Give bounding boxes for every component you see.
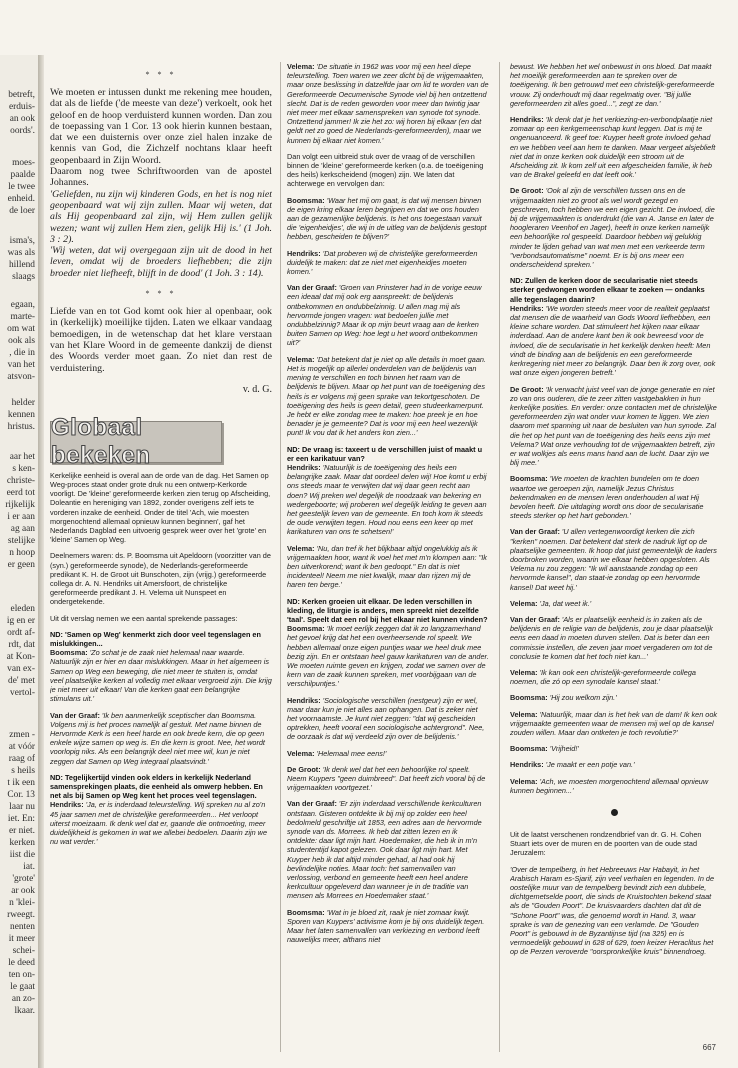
article-paragraph: We moeten er intussen dunkt me rekening mee houden, dat als de liefde ('de meeste van deze') verkoelt, ook het geloof en de hoop verduisterd kunnen worden. Dan zou de toepassing van 1 Cor. 13 ook hierin kunnen bestaan, dat we een duisternis over onze ziel halen inzake de kennis van God, die Zichzelf nochtans klaar heeft geopenbaard in Zijn Woord. [50, 87, 272, 166]
previous-page-text-line: ten on- [8, 970, 35, 980]
previous-page-text-line: 'grote' [12, 874, 35, 884]
answer-text: 'Als er plaatselijk eenheid is in zaken als de belijdenis en de religie van de belijdenis, zou je daar plaatselijk eens een daad in moeten durven stellen. Dat is beter dan een commissie instellen, die zeven jaar moet vergaderen om tot de conclusie te komen dat het toch niet kan...' [510, 614, 713, 661]
answer-text: 'Ik verwacht juist veel van de jonge generatie en niet zo van ons ouderen, die te zeer zitten vastgebakken in hun kerkelijke posities. En verder: onze contacten met de christelijke gereformeerden zijn wat onder vuur komen te liggen. We zien daarom met spanning uit naar de besluiten van hun synode. Zal die het op het punt van de toeëigening des heils eens zijn met Velema? Wat onze verhouding tot de vrijgemaakten betreft, zijn er wat wolkjes als eens mans hand aan de lucht. Daar zijn we blij mee.' [510, 384, 717, 468]
previous-page-text-line: s ken- [12, 464, 35, 474]
previous-page-text-line: ordt af- [7, 628, 35, 638]
answer-text: 'Nu, dan tref ik het blijkbaar altijd ongelukkig als ik vrijgemaakten hoor, want ik voel het met m'n klompen aan: "Ik ben uitverkorend; want ik ben gedoopt." En dat is niet incidenteel! Neem me niet kwalijk, maar dan rijzen mij de haren ten berge.' [287, 543, 487, 590]
previous-page-text-line: hristus. [7, 422, 35, 432]
answer-text: 'Ik denk dat je het verkiezing-en-verbondplaatje niet zomaar op een kerkgemeenschap kunt leggen. Dat is mij te ongenuanceerd. Ik geef toe: Kuyper heeft grote invloed gehad en we hebben veel aan hem te danken. Maar vergeet alsjeblieft niet dat in onze kerken ook duidelijk een stroom uit de Afscheiding zit. Ik kom zelf uit een afgescheiden familie, ik heb van de Brakel geleefd en dat leeft ook.' [510, 115, 716, 180]
speaker-label: De Groot: [510, 384, 544, 394]
interview-answer [510, 710, 718, 738]
speaker-label: Hendriks: [510, 303, 544, 313]
previous-page-text-line: nenten [10, 922, 35, 932]
author-signature: v. d. G. [242, 383, 272, 395]
previous-page-text-line: was als [7, 248, 35, 258]
interview-answer [287, 249, 489, 277]
interview-answer [510, 527, 718, 591]
interview-answer [287, 696, 489, 742]
speaker-label: Hendriks: [287, 695, 321, 705]
previous-page-text-line: le deed [8, 958, 35, 968]
interview-question: ND: Tegelijkertijd vinden ook elders in kerkelijk Nederland samensprekingen plaats, die eenheid als omwerp hebben. En net als bij Samen op Weg kent het proces veel tegenslagen. [50, 772, 263, 801]
interview-answer [287, 62, 489, 145]
previous-page-text-line: eerd tot [6, 488, 35, 498]
speaker-label: Velema: [510, 598, 538, 608]
previous-page-text-line: le gaat [10, 982, 35, 992]
previous-page-text-line: van ex- [7, 664, 35, 674]
interview-answer [287, 799, 489, 900]
column-1 [50, 60, 272, 853]
answer-text: 'Ik moet eerlijk zeggen dat ik zo langzamerhand het gevoel krijg dat het een overheersende rol speelt. We hebben allemaal onze eigen puntjes waar we heel druk mee bezig zijn. En er ontstaan heel gauw karikaturen van de ander. We moeten ruimte geven en krijgen, zodat we samen over de kern van de zaak kunnen spreken, met voorbijgaan van de verschilpuntjes.' [287, 624, 489, 689]
answer-text: 'De situatie in 1962 was voor mij een heel diepe teleurstelling. Toen waren we zeer dicht bij de vrijgemaakten, maar onze beslissing in datzelfde jaar om lid te worden van de Gereformeerde Oecumenische Synode viel bij hen ontzettend slecht. Dat is de reden geworden voor meer dan twintig jaar niet meer met elkaar samenspreken van synode tot synode. Ontzettend jammer! Ik zie het zo: wij horen bij elkaar (en dat geldt net zo goed de Nederlands-gereformeerden), maar we kunnen bij elkaar niet komen.' [287, 62, 489, 145]
previous-page-text-line: kerken [9, 838, 35, 848]
letter-intro: Uit de laatst verschenen rondzendbrief van dr. G. H. Cohen Stuart iets over de muren en de poorten van de oude stad Jeruzalem: [510, 830, 702, 858]
letter-quote: 'Over de tempelberg, in het Hebreeuws Har Habayit, in het Arabisch Haram es-Sjarif, zijn veel verhalen en legenden. In de oostelijke muur van de tempelberg bevindt zich een dubbele, dichtgemetselde poort, die sinds de Kruistochten bekend staat als de "Gouden Poort". De kruisvaarders dachten dat dit de "Schone Poort" was, die genoemd wordt in Hand. 3, waar sprake is van de genezing van een verlamde. De "Gouden Poort" is gebouwd in de Byzantijnse tijd (na 325) en is vermoedelijk gebouwd in 628 of 629, toen keizer Heraclitus het op de Perzen veroverde "oorspronkelijke kruis" binnendroeg. [510, 864, 715, 957]
speaker-label: Van der Graaf: [50, 710, 100, 720]
answer-text: 'Natuurlijk is de toeëigening des heils een belangrijke zaak. Maar dat oordeel delen wij! Hoe komt u erbij ons steeds maar te verwijten dat wij daar geen recht aan doen? Wij preken wel degelijk de noodzaak van bekering en wedergeboorte; wij proberen wel degelijk leiding te geven aan het geestelijk leven van de gemeente. En toch kom ik steeds de oude verwijten tegen. Houd nou eens een keer op met karikaturen van ons te schetsen!' [287, 462, 487, 537]
answer-text: 'Dat betekent dat je niet op alle details in moet gaan. Het is mogelijk op allerlei onderdelen van de belijdenis van mening te verschillen en toch binnen het raam van de belijdenis te blijven. Maar op het punt van de toeëigening des heils is er volgens mij geen sprake van tekortgeschoten. De toeëigening des heils is geen detail, geen studeerkamerpunt. Je hebt er elke zondag mee te maken: hoe preek je en hoe benader je je gemeente? Dat is voor mij een heel wezenlijk punt! Ik vou dat ik het anders kon zien...' [287, 354, 486, 438]
previous-page-text-line: i er aan [7, 512, 35, 522]
previous-page-text-line: de' met [8, 676, 35, 686]
section-title: Globaal bekeken [51, 413, 151, 469]
speaker-label: Hendriks: [510, 115, 544, 125]
previous-page-text-line: slaags [12, 272, 35, 282]
previous-page-text-line: raag of [8, 754, 35, 764]
interview-answer [510, 693, 718, 702]
previous-page-text-line: egaan, [10, 300, 35, 310]
answer-text: 'Ook al zijn de verschillen tussen ons en de vrijgemaakten niet zo groot als wel wordt gezegd en geschreven, toch hebben we een eigen gezicht. De invloed, die bij de vrijgemaakten is onderdrukt (die van A. Janse en later de hoogleraren Veenhof en Jager), heeft in onze kerken namelijk een behoorlijke rol gespeeld. Daardoor hebben wij gelukkig minder te lijden gehad van wat men met een verkeerde term "verbondsautomatisme" noemt. Er is bij ons meer een onderscheidend spreken.' [510, 186, 715, 270]
answer-text: 'Wat in je bloed zit, raak je niet zomaar kwijt. Sporen van Kuypers' activisme kom je bij ons duidelijk tegen. Maar het laten samenvallen van verkiezing en verbond leeft nauwelijks meer, althans niet [287, 907, 485, 945]
speaker-label: Van der Graaf: [287, 799, 337, 809]
participants-paragraph: Deelnemers waren: ds. P. Boomsma uit Apeldoorn (voorzitter van de (syn.) gereformeerde synode), de Nederlands-gereformeerde predikant K. H. de Groot uit Bunschoten, zijn (vrijg.) gereformeerde collega dr. A. N. Hendriks uit Amersfoort, de christelijke gereformeerde predikant J. H. Velema uit Nunspeet en ondergetekende. [50, 551, 271, 607]
answer-text: 'Hij zou welkom zijn.' [549, 693, 617, 703]
answer-text: 'We worden steeds meer voor de realiteit geplaatst dat mensen die de waarheid van Gods Woord liefhebben, een kleine schare worden. Dat stimuleert het kijken naar elkaar inderdaad. Aan de andere kant ben ik ook bevreesd voor de invloed, die de secularisatie in het kerkelijk denken heeft: Men vindt de binding aan de belijdenis en een gereformeerde kerkregering niet meer zo belangrijk. Daar ben ik zorg over, ook wat onze eigen jongeren betreft.' [510, 303, 716, 378]
interview-answer [510, 115, 718, 179]
interview-question: ND: Kerken groeien uit elkaar. De leden verschillen in kleding, de liturgie is anders, men spreekt niet dezelfde 'taal'. Speelt dat een rol bij het elkaar niet kunnen vinden? [287, 596, 488, 624]
previous-page-text-line: eleden [10, 604, 35, 614]
previous-page-text-line: rdt, dat [8, 640, 35, 650]
answer-text: 'Groen van Prinsterer had in de vorige eeuw een ideaal dat mij ook erg aanspreekt: de belijdenis ontbekommen en ondubbelzinnig. U allen mag mij als hervormde jongen vragen: wat bedoelen jullie met ondubbelzinnig? Maar ik op mijn beurt vraag aan de kerken buiten Samen op Weg: hoe legt u het woord ontbekommen uit?' [287, 283, 482, 348]
speaker-label: Van der Graaf: [510, 614, 560, 624]
speaker-label: Boomsma: [510, 744, 548, 754]
answer-text: 'Ik denk wel dat het een behoorlijke rol speelt. Neem Kuypers "geen duimbreed". Dat heeft zich vooral bij de vrijgemaakten voortgezet.' [287, 764, 486, 793]
interview-answer [287, 544, 489, 590]
section-title-box [50, 413, 222, 469]
previous-page-text-line: iat. [23, 862, 35, 872]
speaker-label: Boomsma: [510, 474, 548, 484]
previous-page-text-line: at vóór [8, 742, 35, 752]
interview-question: ND: Zullen de kerken door de secularisatie niet steeds sterker gedwongen worden elkaar te zoeken — ondanks alle tegenslagen daarin? [510, 276, 705, 304]
previous-page-text-line: ar ook [11, 886, 35, 896]
previous-page-text-line: iist die [9, 850, 35, 860]
interview-answer [510, 474, 718, 520]
section-divider: * * * [145, 289, 177, 299]
previous-page-text-line: s heils [11, 766, 35, 776]
answer-text: 'Ik kan ook een christelijk-gereformeerde collega noemen, die zó op een synodale kansel staat.' [510, 667, 696, 687]
interview-answer [510, 777, 718, 795]
previous-page-text-line: rweegt. [7, 910, 35, 920]
previous-page-text-line: atsvon- [7, 372, 35, 382]
interview-answer [50, 711, 272, 766]
previous-page-text-line: t ik een [7, 778, 35, 788]
interview-answer [510, 599, 718, 608]
editor-note: Dan volgt een uitbreid stuk over de vraag of de verschillen binnen de 'kleine' gereformeerde kerken (o.a. de toeëigening des heils) kerkscheidend (mogen) zijn. We laten dat achterwege en vervolgen dan: [287, 151, 484, 189]
previous-page-text-line: christe- [6, 476, 35, 486]
previous-page-text-line: an ook [9, 114, 35, 124]
previous-page-text-line: zmen - [9, 730, 35, 740]
article-paragraph: Liefde van en tot God komt ook hier al openbaar, ook in (kerkelijk) moeilijke tijden. Laten we elkaar vandaag bemoedigen, in de wetenschap dat het klare verstaan van het Klare Woord in de gemeente dankzij de dienst des Woords verder moet gaan. Zo niet dan rest de verduistering. [50, 306, 272, 374]
previous-page-text-line: kennen [7, 410, 35, 420]
interview-answer [287, 463, 489, 537]
column-rule [280, 62, 281, 1052]
previous-page-text-line: isma's, [9, 236, 35, 246]
previous-page-text-line: rijkelijk [5, 500, 35, 510]
speaker-label: Boomsma: [50, 648, 88, 658]
interview-answer [510, 304, 718, 378]
speaker-label: Hendriks: [510, 760, 544, 770]
speaker-label: Boomsma: [287, 195, 325, 205]
answer-text: 'Ach, we moesten morgenochtend allemaal opnieuw kunnen beginnen...' [510, 776, 709, 795]
answer-text: 'Dat proberen wij de christelijke gereformeerden duidelijk te maken: dat ze niet met eigenheidjes moeten komen.' [287, 248, 478, 277]
speaker-label: Velema: [287, 543, 315, 553]
previous-page-text-line: iet. En: [7, 814, 35, 824]
intro-paragraph: Kerkelijke eenheid is overal aan de orde van de dag. Het Samen op Weg-proces staat onder grote druk nu een ontwerp-Kerkorde voorligt. De 'kleine' gereformeerde kerken zien terug op Afscheiding, Doleantie en hereniging van 1892, zonder overigens zelf iets te vorderen inzake de eenheid. Onder de titel 'Ach, wie moesten morgenochtend allemaal opnieuw kunnen beginnen', gaf het Nederlands Dagblad een uitvoerig gesprek weer over het 'grote' en 'kleine' Samen op Weg. [50, 470, 271, 545]
previous-page-text-line: at Kon- [6, 652, 35, 662]
previous-page-text-line: aar het [9, 452, 35, 462]
speaker-label: Boomsma: [510, 693, 548, 703]
previous-page-text-line: it meer [8, 934, 35, 944]
answer-text: 'Je maakt er een potje van.' [545, 760, 635, 770]
answer-text: 'Ja, dat weet ik.' [539, 598, 592, 608]
speaker-label: Velema: [287, 354, 315, 364]
bible-quote: 'Geliefden, nu zijn wij kinderen Gods, en het is nog niet geopenbaard wat wij zijn zullen. Maar wij weten, dat als Hij geopenbaard zal zijn, wij Hem zullen gelijk wezen; want wij zullen Hem zien, gelijk Hij is.' (1 Joh. 3 : 2). [50, 188, 272, 245]
interview-answer [287, 355, 489, 438]
answer-text: 'Ik ben aanmerkelijk sceptischer dan Boomsma. Volgens mij is het proces namelijk al gestuit. Met name binnen de Hervormde Kerk is een heel harde en ook brede kern, die op geen enkele wijze samen op weg is. En die kern is groot. Nee, het wordt voorlopig niks. Als een belangrijk deel niet mee wil, kun je niet zeggen dat Samen op Weg integraal plaatsvindt.' [50, 710, 265, 766]
speaker-label: Van der Graaf: [510, 527, 560, 537]
previous-page-text-line: er niet. [8, 826, 35, 836]
previous-page-text-line: de loer [9, 206, 35, 216]
previous-page-text-line: Cor. 13 [7, 790, 35, 800]
answer-text: 'Vrijheid!' [549, 744, 579, 754]
answer-text: 'Helemaal mee eens!' [316, 748, 387, 758]
speaker-label: Hendriks: [50, 800, 84, 810]
speaker-label: Boomsma: [287, 624, 325, 634]
interview-answer [50, 648, 272, 703]
section-divider: * * * [145, 70, 177, 79]
previous-page-text-line: schei- [12, 946, 35, 956]
interview-answer [510, 744, 718, 753]
previous-page-text-line: er geen [7, 560, 35, 570]
interview-answer [510, 668, 718, 686]
previous-page-text-line: marte- [10, 312, 35, 322]
previous-page-text-line: paalde [10, 170, 35, 180]
previous-page-text-line: erduis- [8, 102, 35, 112]
speaker-label: Hendriks: [287, 248, 321, 258]
answer-text: 'Sociologische verschillen (nestgeur) zijn er wel, maar daar kun je niet alles aan ophangen. Dat is zeker niet het voornaamste. Je kunt niet zeggen: "dat wij gescheiden optrekken, heeft vooral een sociologische achtergrond". Nee, de oorzaak is dat wij verdeeld zijn over de belijdenis.' [287, 695, 485, 742]
interview-answer [287, 624, 489, 688]
previous-page-text-line: oords'. [10, 126, 35, 136]
speaker-label: Velema: [510, 776, 538, 786]
interview-answer [287, 765, 489, 793]
previous-page-text-line: van het [7, 360, 35, 370]
column-3 [510, 62, 718, 1052]
speaker-label: Velema: [287, 62, 315, 71]
speaker-label: Velema: [287, 748, 315, 758]
answer-text: 'Waar het mij om gaat, is dat wij mensen binnen de eigen kring elkaar leren begrijpen en dat we ons houden aan de gezamenlijke belijdenis. Is het ons toegestaan vanuit die 'eigenheidjes', die wij in de uitleg van de belijdenis gestopt hebben, gescheiden te blijven?' [287, 195, 487, 242]
interview-question: ND: 'Samen op Weg' kenmerkt zich door veel tegenslagen en mislukkingen... [50, 629, 261, 649]
previous-page-text-line: om wat [7, 324, 35, 334]
page-number: 667 [702, 1043, 716, 1052]
article-paragraph: Daarom nog twee Schriftwoorden van de apostel Johannes. [50, 166, 272, 189]
previous-page-text-line: lkaar. [14, 1006, 35, 1016]
answer-text: 'U allen vertegenwoordigt kerken die zich "kerken" noemen. Dat betekent dat sterk de nadruk ligt op de plaatselijke gemeenten. Ik hoop dat juist gemeentelijk de kaders doorbroken worden, waarin we elkaar hebben opgesloten. Als Velema nu zou zeggen: "Ik wil aanstaande zondag op een hervormde kansel", dan staat-ie zondag op een hervormde kansel! Dat weet hij.' [510, 527, 717, 592]
previous-page-text-line: enheid. [7, 194, 35, 204]
interview-question: ND: De vraag is: taxeert u de verschillen juist of maakt u er een karikatuur van? [287, 444, 483, 463]
previous-page-text-line: hillend [8, 260, 35, 270]
previous-page-text-line: ag aan [10, 524, 35, 534]
previous-page-text-line: n hoop [9, 548, 35, 558]
interview-answer [287, 749, 489, 758]
speaker-label: De Groot: [510, 186, 544, 196]
interview-answer [287, 196, 489, 242]
previous-page-edge [0, 55, 38, 1068]
previous-page-text-line: stelijke [7, 536, 35, 546]
speaker-label: Velema: [510, 667, 538, 677]
speaker-label: De Groot: [287, 764, 321, 774]
previous-page-text-line: helder [11, 398, 35, 408]
previous-page-text-line: betreft, [8, 90, 35, 100]
column-2 [287, 62, 489, 1052]
previous-page-text-line: , die in [9, 348, 35, 358]
interview-answer-continued: bewust. We hebben het wel onbewust in ons bloed. Dat maakt het moeilijk gereformeerden aan te spreken over de toeëigening. Ik ben getrouwd met een christelijk-gereformeerde vrouw. Zij onderhoudt mij daar regelmatig over. "Bij jullie gereformeerden zit alles goed...", zegt ze dan.' [510, 62, 715, 108]
interview-answer [287, 908, 489, 945]
speaker-label: Hendriks: [287, 462, 321, 472]
answer-text: 'Ja, er is inderdaad teleurstelling. Wij spreken nu al zo'n 45 jaar samen met de christelijke gereformeerden... Het verloopt uiterst moeizaam. Ik denk wel dat er, gaande die ontmoeting, meer duidelijkheid is gekomen in wat we allebei bedoelen. Daarin zijn we nu wat verder.' [50, 800, 268, 847]
interview-answer [287, 283, 489, 347]
column-rule [499, 62, 500, 1052]
bible-quote: 'Wij weten, dat wij overgegaan zijn uit de dood in het leven, omdat wij de broeders liefhebben; die zijn broeder niet liefheeft, blijft in de dood' (1 Joh. 3 : 14). [50, 245, 272, 279]
interview-answer [510, 760, 718, 769]
previous-page-text-line: le twee [8, 182, 35, 192]
interview-answer [510, 615, 718, 661]
answer-text: 'Er zijn inderdaad verschillende kerkculturen ontstaan. Gisteren ontdekte ik bij mij op zolder een heel bedolmeld geschriftje uit 1853, een adres aan de hervormde synode van ds. Morrees. Ik heb dat zitten lezen en ik ontdekte: daar ligt mijn hart. Hoedemaker, die heb ik in m'n studententijd kapot gelezen. Ook daar ligt mijn hart. Met Kuyper heb ik dat altijd minder gehad, al had ook hij bevlindelijke noties. Maar toch: het samenvallen van verlossing, verbond en gemeente heeft een heel andere kerkcultuur opgeleverd dan wanneer je in de traditie van mensen als Morrees en Hoedemaker staat.' [287, 799, 482, 901]
interview-answer [510, 186, 718, 269]
answer-text: 'We moeten de krachten bundelen om te doen waartoe we geroepen zijn, namelijk Jezus Christus bekendmaken en de mensen leren onderhouden al wat Hij bevolen heeft. Die uitdaging wordt ons door de secularisatie steeds sterker op het hart gebonden.' [510, 474, 704, 521]
speaker-label: Boomsma: [287, 907, 325, 917]
speaker-label: Van der Graaf: [287, 283, 337, 293]
previous-page-text-line: moes- [12, 158, 35, 168]
previous-page-text-line: n 'klei- [9, 898, 35, 908]
fragments-intro: Uit dit verslag nemen we een aantal sprekende passages: [50, 613, 238, 623]
previous-page-text-line: ig en er [6, 616, 35, 626]
answer-text: 'Zo schat je de zaak niet helemaal naar waarde. Natuurlijk zijn er hier en daar mislukkingen. Maar in het algemeen is Samen op Weg een beweging, die niet meer te stuiten is, omdat veel plaatselijke kerken al volledig met elkaar vergroeid zijn. Die krijg je niet meer uit elkaar! Van die kerken gaat een belangrijke stimulans uit.' [50, 648, 272, 704]
previous-page-text-line: vertol- [10, 688, 35, 698]
previous-page-text-line: an zo- [11, 994, 35, 1004]
page-gutter [38, 55, 44, 1068]
previous-page-text-line: laar nu [9, 802, 35, 812]
section-bullet-icon [611, 809, 618, 816]
answer-text: 'Natuurlijk, maar dan is het hek van de dam! Ik ken ook vrijgemaakte gemeenten waar de mensen mij wel op de kansel zouden willen. Maar dan ontketen je toch revolutie?' [510, 709, 718, 737]
previous-page-text-line: ook als [8, 336, 35, 346]
interview-answer [510, 385, 718, 468]
speaker-label: Velema: [510, 709, 538, 719]
interview-answer [50, 800, 272, 846]
